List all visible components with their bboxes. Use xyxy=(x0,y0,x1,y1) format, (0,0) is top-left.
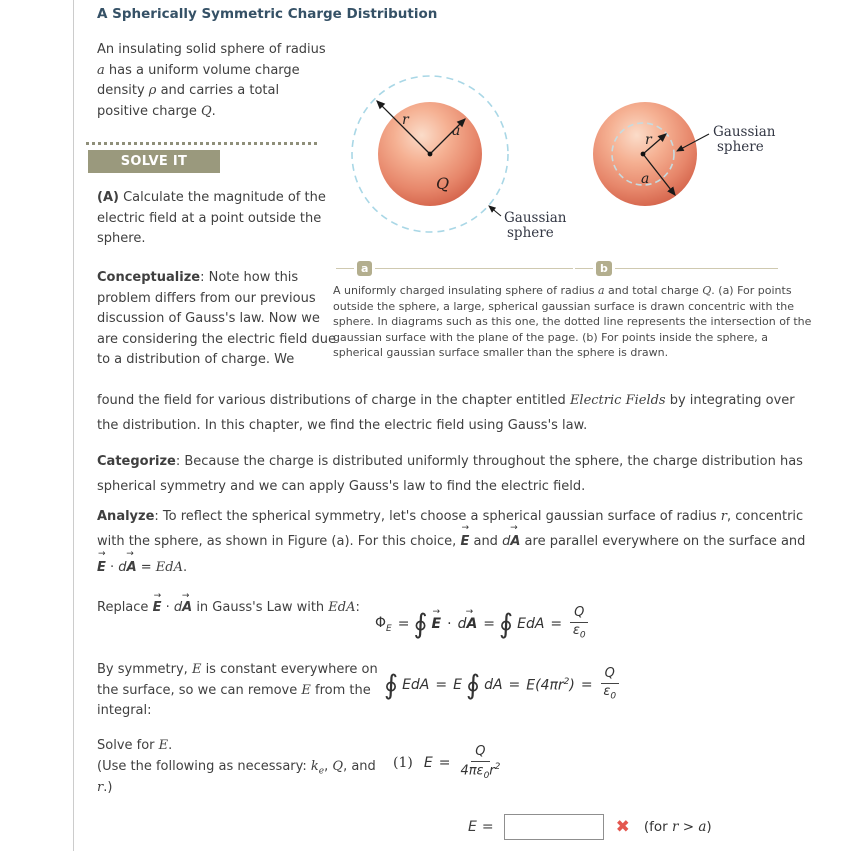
incorrect-icon: ✖ xyxy=(615,817,630,837)
left-rule xyxy=(73,0,74,851)
analyze-label: Analyze xyxy=(97,509,155,524)
flux-equation: $\Phi_E$ = ∮ → E · → dA = ∮ EdA = $\frac{Q}{\varepsilon_0}$ xyxy=(372,597,591,651)
r-var-label: r xyxy=(645,132,652,148)
figure-a-chip: a xyxy=(357,261,372,276)
solve-it-button[interactable]: SOLVE IT xyxy=(88,150,220,173)
gaussian-sphere-label: Gaussian xyxy=(713,124,776,140)
center-dot xyxy=(428,152,433,157)
gaussian-sphere-label: Gaussian xyxy=(504,210,567,226)
answer-condition: (for r > a) xyxy=(643,819,712,835)
figure-b xyxy=(585,64,820,256)
replace-instruction: Replace → E · → dA in Gauss's Law with EdA: xyxy=(97,598,379,619)
figure-a-divider xyxy=(336,261,573,276)
dotted-separator xyxy=(86,142,318,145)
conceptualize-continuation: found the field for various distributions of charge in the chapter entitled Electric Fields by integrating over the distribution. In this chapter, we find the electric field using Gauss's law. xyxy=(97,393,795,434)
contour-integral: ∮ xyxy=(499,608,514,640)
part-a-prompt: (A) Calculate the magnitude of the electric field at a point outside the sphere. xyxy=(97,190,326,247)
contour-integral: ∮ xyxy=(384,669,399,701)
categorize-paragraph: Categorize: Because the charge is distributed uniformly throughout the sphere, the charge distribution has spherical symmetry and we can apply Gauss's law to find the electric field. xyxy=(97,454,803,495)
vector-dA: → dA xyxy=(173,591,193,615)
categorize-label: Categorize xyxy=(97,454,176,469)
vector-dA: → dA xyxy=(502,523,521,550)
figure-b-divider xyxy=(575,261,778,276)
figure-a xyxy=(340,64,585,256)
vector-E: → E xyxy=(460,523,470,550)
vector-E: → E xyxy=(97,548,106,575)
contour-integral: ∮ xyxy=(413,608,428,640)
answer-row xyxy=(468,814,712,840)
conceptualize-paragraph: Conceptualize: Note how this problem differs from our previous discussion of Gauss's law. Now we are considering the electric field due to a distribution of charge. We xyxy=(97,270,336,368)
fraction: $\frac{Q}{\varepsilon_0}$ xyxy=(601,666,619,703)
page-title: A Spherically Symmetric Charge Distribution xyxy=(97,6,438,22)
gaussian-sphere-label: sphere xyxy=(717,139,764,155)
fraction: $\frac{Q}{4\pi\varepsilon_0r^2}$ xyxy=(460,743,501,781)
a-var-label: a xyxy=(452,123,461,139)
gaussian-sphere-label: sphere xyxy=(507,225,554,241)
answer-input[interactable] xyxy=(504,814,604,840)
a-var-label: a xyxy=(641,171,650,187)
charge-q-label: Q xyxy=(436,174,450,193)
figure-caption: A uniformly charged insulating sphere of radius a and total charge Q. (a) For points outside the sphere, a large, spherical gaussian surface is drawn concentric with the sphere. In diagrams such as this one, the dotted line represents the intersection of the gaussian surface with the plane of the page. (b) For points inside the sphere, a spherical gaussian surface smaller than the sphere is drawn. xyxy=(333,284,812,360)
symmetry-instruction: By symmetry, E is constant everywhere on the surface, so we can remove E from the integral: xyxy=(97,662,378,719)
figure-b-chip: b xyxy=(596,261,612,276)
vector-dA: → dA xyxy=(118,548,137,575)
vector-E: → E xyxy=(152,591,162,615)
answer-variable: E xyxy=(468,819,477,835)
center-dot xyxy=(641,152,646,157)
vector-dA: → dA xyxy=(457,607,478,632)
callout-arrow xyxy=(489,206,501,216)
r-var-label: r xyxy=(402,112,409,128)
fraction: $\frac{Q}{\varepsilon_0}$ xyxy=(570,605,588,642)
contour-integral: ∮ xyxy=(465,669,481,701)
surface-equation: ∮ EdA = E ∮ dA = $E(4\pi r^2)$ = $\frac{Q}{\varepsilon_0}$ xyxy=(383,658,622,712)
analyze-paragraph: Analyze: To reflect the spherical symmetry, let's choose a spherical gaussian surface of radius r, concentric with the sphere, as shown in Figure (a). For this choice, → E and → dA are parallel everywhere on the surface and → E · → dA = EdA. xyxy=(97,504,813,580)
result-equation: (1) E = $\frac{Q}{4\pi\varepsilon_0r^2}$ xyxy=(393,743,501,781)
conceptualize-label: Conceptualize xyxy=(97,270,201,285)
vector-E: → E xyxy=(431,607,442,632)
solve-instruction: Solve for E. (Use the following as necessary: $k_e$, Q, and r.) xyxy=(97,738,376,796)
answer-equals: = xyxy=(481,819,494,835)
problem-statement: An insulating solid sphere of radius a has a uniform volume charge density ρ and carries a total positive charge Q. xyxy=(97,42,326,119)
